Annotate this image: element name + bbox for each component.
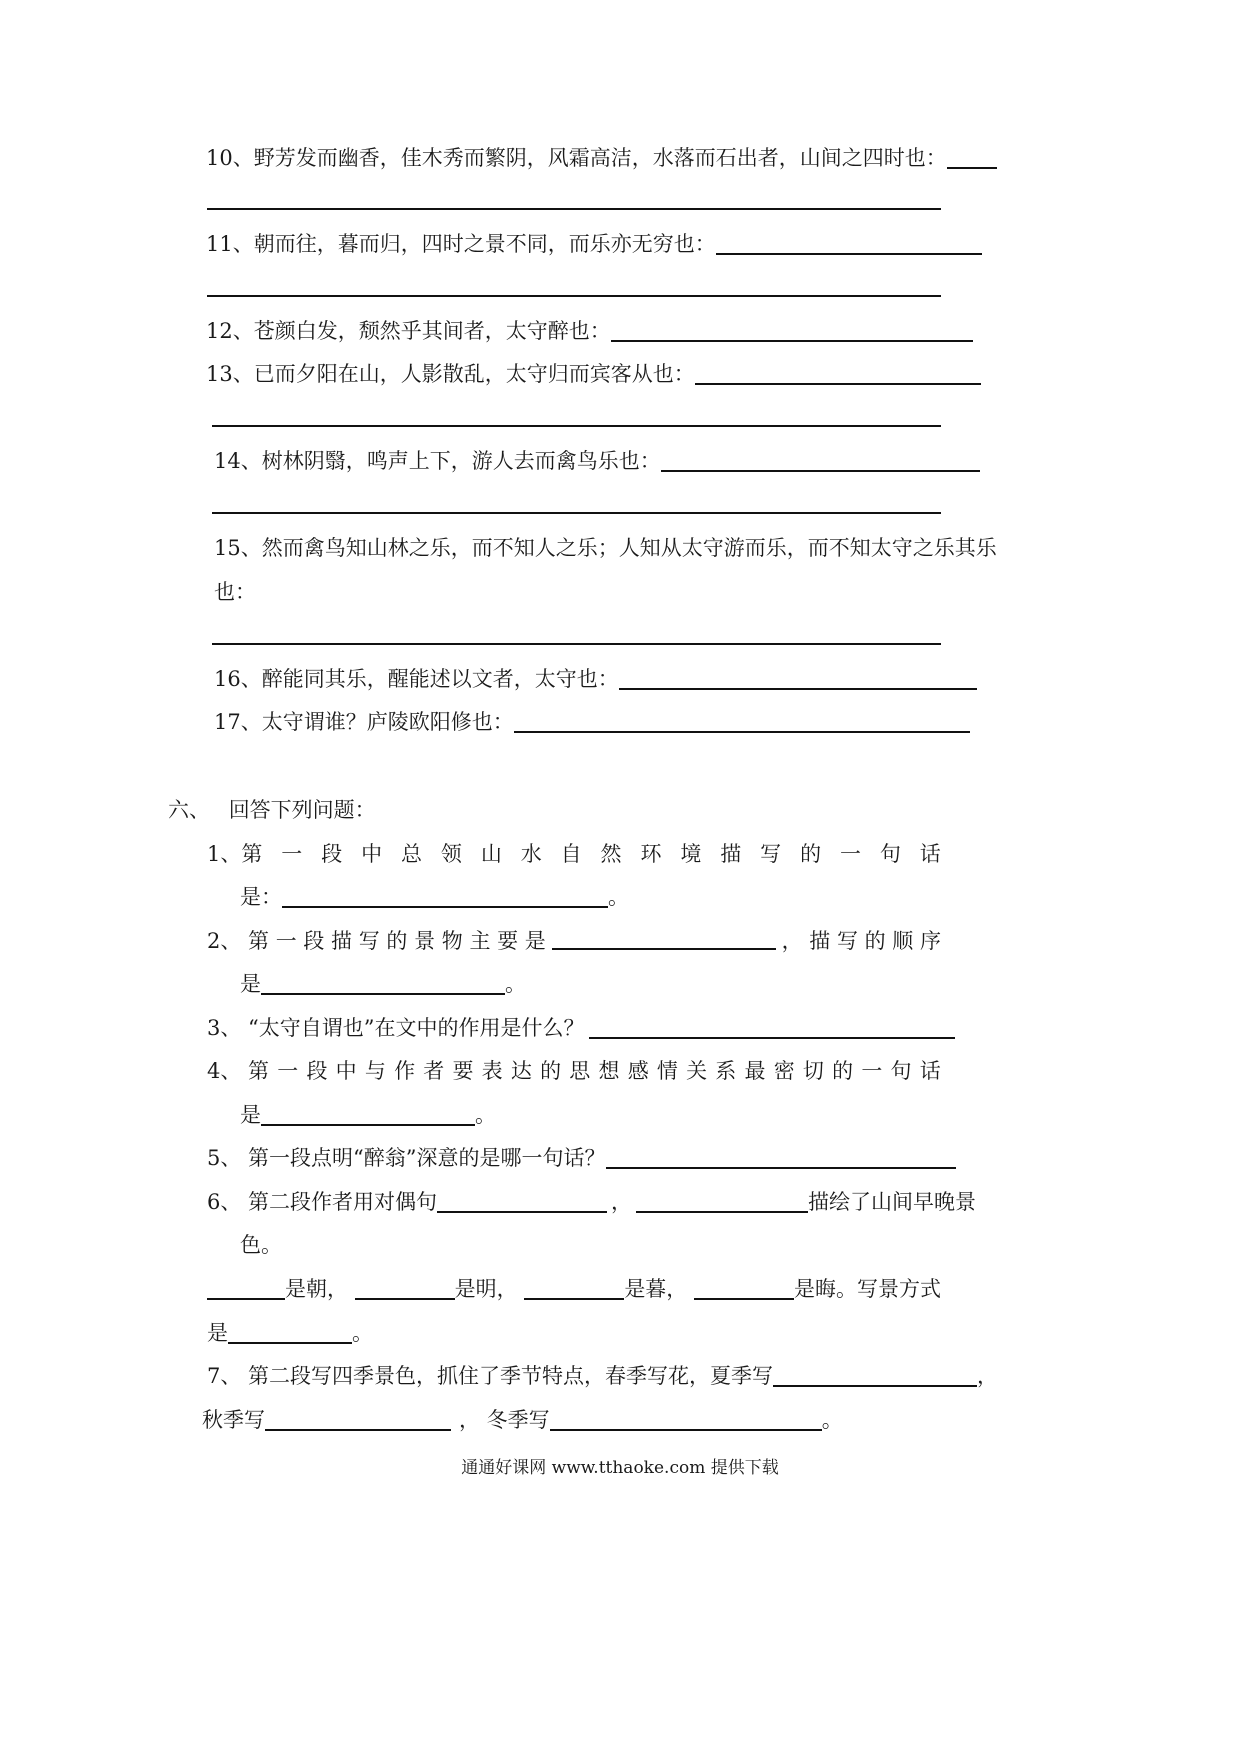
answer-blank[interactable] [282, 884, 608, 908]
question-7-continued [202, 1405, 843, 1435]
question-char: 句 [879, 842, 901, 866]
answer-blank[interactable] [355, 1276, 455, 1300]
question-char: 段 [306, 1059, 328, 1083]
question-char: 切 [802, 1059, 824, 1083]
answer-blank[interactable] [437, 1189, 607, 1213]
question-5-text: 5、 第一段点明“醉翁”深意的是哪一句话？ [207, 1146, 606, 1170]
answer-blank[interactable] [773, 1363, 977, 1387]
answer-line[interactable] [207, 295, 941, 297]
label-autumn: 秋季写 [202, 1408, 265, 1432]
question-2-text-end: ， 描 写 的 顺 序 [781, 929, 941, 953]
question-char: 自 [560, 842, 582, 866]
question-1 [207, 839, 941, 869]
question-char: 领 [440, 842, 462, 866]
question-2-answer-row [240, 969, 526, 999]
answer-blank[interactable] [524, 1276, 624, 1300]
question-char: 系 [715, 1059, 737, 1083]
question-15 [214, 533, 997, 563]
question-char: 密 [773, 1059, 795, 1083]
period: 。 [475, 1103, 496, 1127]
question-11-text: 11、朝而往，暮而归，四时之景不同，而乐亦无穷也： [206, 232, 716, 256]
question-4-answer-row [240, 1100, 496, 1130]
question-5 [207, 1143, 956, 1173]
answer-blank[interactable] [228, 1320, 352, 1344]
question-6-blanks-row [207, 1274, 941, 1304]
answer-line[interactable] [212, 512, 941, 514]
question-6 [207, 1187, 976, 1217]
question-16 [214, 664, 977, 694]
question-3-text: 3、 “太守自谓也”在文中的作用是什么？ [207, 1016, 585, 1040]
comma: ， [977, 1364, 999, 1388]
section-6-heading [168, 795, 376, 825]
question-char: 水 [520, 842, 542, 866]
answer-blank[interactable] [716, 231, 982, 255]
period: 。 [608, 885, 629, 909]
question-char: 4、 第 [207, 1059, 270, 1083]
answer-blank[interactable] [550, 1407, 822, 1431]
question-12-text: 12、苍颜白发，颓然乎其间者，太守醉也： [206, 319, 611, 343]
question-16-text: 16、醉能同其乐，醒能述以文者，太守也： [214, 667, 619, 691]
answer-line[interactable] [207, 208, 941, 210]
comma: ， [611, 1190, 633, 1214]
question-char: 环 [640, 842, 662, 866]
question-15-text-end: 也： [214, 580, 256, 604]
question-6-text: 6、 第二段作者用对偶句 [207, 1190, 438, 1214]
question-char: 的 [832, 1059, 854, 1083]
label-morning: 是朝， [285, 1277, 348, 1301]
label-winter: ， 冬季写 [459, 1408, 550, 1432]
question-14-text: 14、树林阴翳，鸣声上下，游人去而禽鸟乐也： [214, 449, 661, 473]
question-15-text: 15、然而禽鸟知山林之乐，而不知人之乐；人知从太守游而乐，而不知太守之乐其乐 [214, 536, 997, 560]
answer-blank[interactable] [265, 1407, 451, 1431]
answer-blank[interactable] [619, 666, 977, 690]
question-char: 山 [480, 842, 502, 866]
section-6-number: 六、 [168, 798, 210, 822]
question-char: 句 [890, 1059, 912, 1083]
question-6-text-continued: 色。 [240, 1233, 282, 1257]
question-char: 境 [680, 842, 702, 866]
question-char: 总 [401, 842, 422, 866]
label-dusk: 是暮， [624, 1277, 688, 1301]
question-char: 的 [800, 842, 822, 866]
question-char: 想 [598, 1059, 620, 1083]
question-char: 达 [510, 1059, 532, 1083]
answer-blank[interactable] [611, 318, 973, 342]
question-3 [207, 1013, 955, 1043]
question-char: 思 [569, 1059, 591, 1083]
question-12 [206, 316, 973, 346]
answer-blank[interactable] [606, 1145, 956, 1169]
question-2-text: 2、 第 一 段 描 写 的 景 物 主 要 是 [207, 929, 546, 953]
section-6-title: 回答下列问题： [228, 798, 376, 822]
question-char: 一 [839, 842, 861, 866]
question-char: 话 [919, 1059, 941, 1083]
answer-blank[interactable] [694, 1276, 794, 1300]
question-4 [207, 1056, 941, 1086]
question-char: 话 [919, 842, 941, 866]
question-char: 中 [361, 842, 383, 866]
question-char: 的 [540, 1059, 562, 1083]
question-char: 一 [281, 842, 303, 866]
question-2-lead: 是 [240, 972, 261, 996]
question-char: 然 [600, 842, 622, 866]
question-char: 写 [760, 842, 782, 866]
question-char: 表 [481, 1059, 503, 1083]
question-char: 1、第 [207, 842, 263, 866]
question-char: 情 [656, 1059, 678, 1083]
question-char: 描 [720, 842, 742, 866]
answer-line[interactable] [212, 643, 941, 645]
question-char: 作 [394, 1059, 416, 1083]
question-14 [214, 446, 980, 476]
answer-blank[interactable] [552, 926, 776, 950]
answer-blank[interactable] [589, 1015, 955, 1039]
question-13-text: 13、已而夕阳在山，人影散乱，太守归而宾客从也： [206, 362, 695, 386]
answer-blank[interactable] [514, 709, 970, 733]
question-char: 最 [744, 1059, 766, 1083]
question-13 [206, 359, 981, 389]
answer-blank[interactable] [636, 1189, 808, 1213]
answer-blank[interactable] [261, 971, 505, 995]
question-7-text: 7、 第二段写四季景色，抓住了季节特点，春季写花，夏季写 [207, 1364, 774, 1388]
question-6-text-end: 描绘了山间早晚景 [808, 1190, 977, 1214]
question-17 [214, 707, 970, 737]
question-10-text: 10、野芳发而幽香，佳木秀而繁阴，风霜高洁，水落而石出者，山间之四时也： [206, 146, 947, 170]
question-char: 者 [423, 1059, 445, 1083]
question-char: 要 [452, 1059, 474, 1083]
question-17-text: 17、太守谓谁？庐陵欧阳修也： [214, 710, 514, 734]
question-10 [206, 143, 997, 173]
period: 。 [505, 972, 526, 996]
answer-blank[interactable] [261, 1102, 475, 1126]
answer-blank[interactable] [207, 1276, 285, 1300]
question-1-answer-row [240, 882, 629, 912]
question-char: 段 [321, 842, 343, 866]
footer-credit: 通通好课网 www.tthaoke.com 提供下载 [461, 1458, 779, 1478]
question-6-method-row [207, 1318, 373, 1348]
question-char: 一 [861, 1059, 883, 1083]
period: 。 [352, 1321, 373, 1345]
question-6-lead: 是 [207, 1321, 228, 1345]
question-7 [207, 1361, 998, 1391]
answer-line[interactable] [212, 425, 941, 427]
answer-blank[interactable] [695, 361, 981, 385]
question-char: 与 [364, 1059, 386, 1083]
question-11 [206, 229, 982, 259]
question-6-continued [240, 1230, 282, 1260]
label-bright: 是明， [454, 1277, 518, 1301]
question-char: 感 [627, 1059, 649, 1083]
question-4-lead: 是 [240, 1103, 261, 1127]
question-char: 中 [335, 1059, 357, 1083]
answer-blank[interactable] [661, 448, 980, 472]
period: 。 [821, 1408, 843, 1432]
question-15-continued [214, 577, 256, 607]
question-2 [207, 926, 941, 956]
question-char: 一 [277, 1059, 299, 1083]
question-char: 关 [686, 1059, 708, 1083]
answer-blank[interactable] [947, 145, 997, 169]
question-1-lead: 是： [240, 885, 282, 909]
label-dark: 是晦。写景方式 [793, 1277, 941, 1301]
